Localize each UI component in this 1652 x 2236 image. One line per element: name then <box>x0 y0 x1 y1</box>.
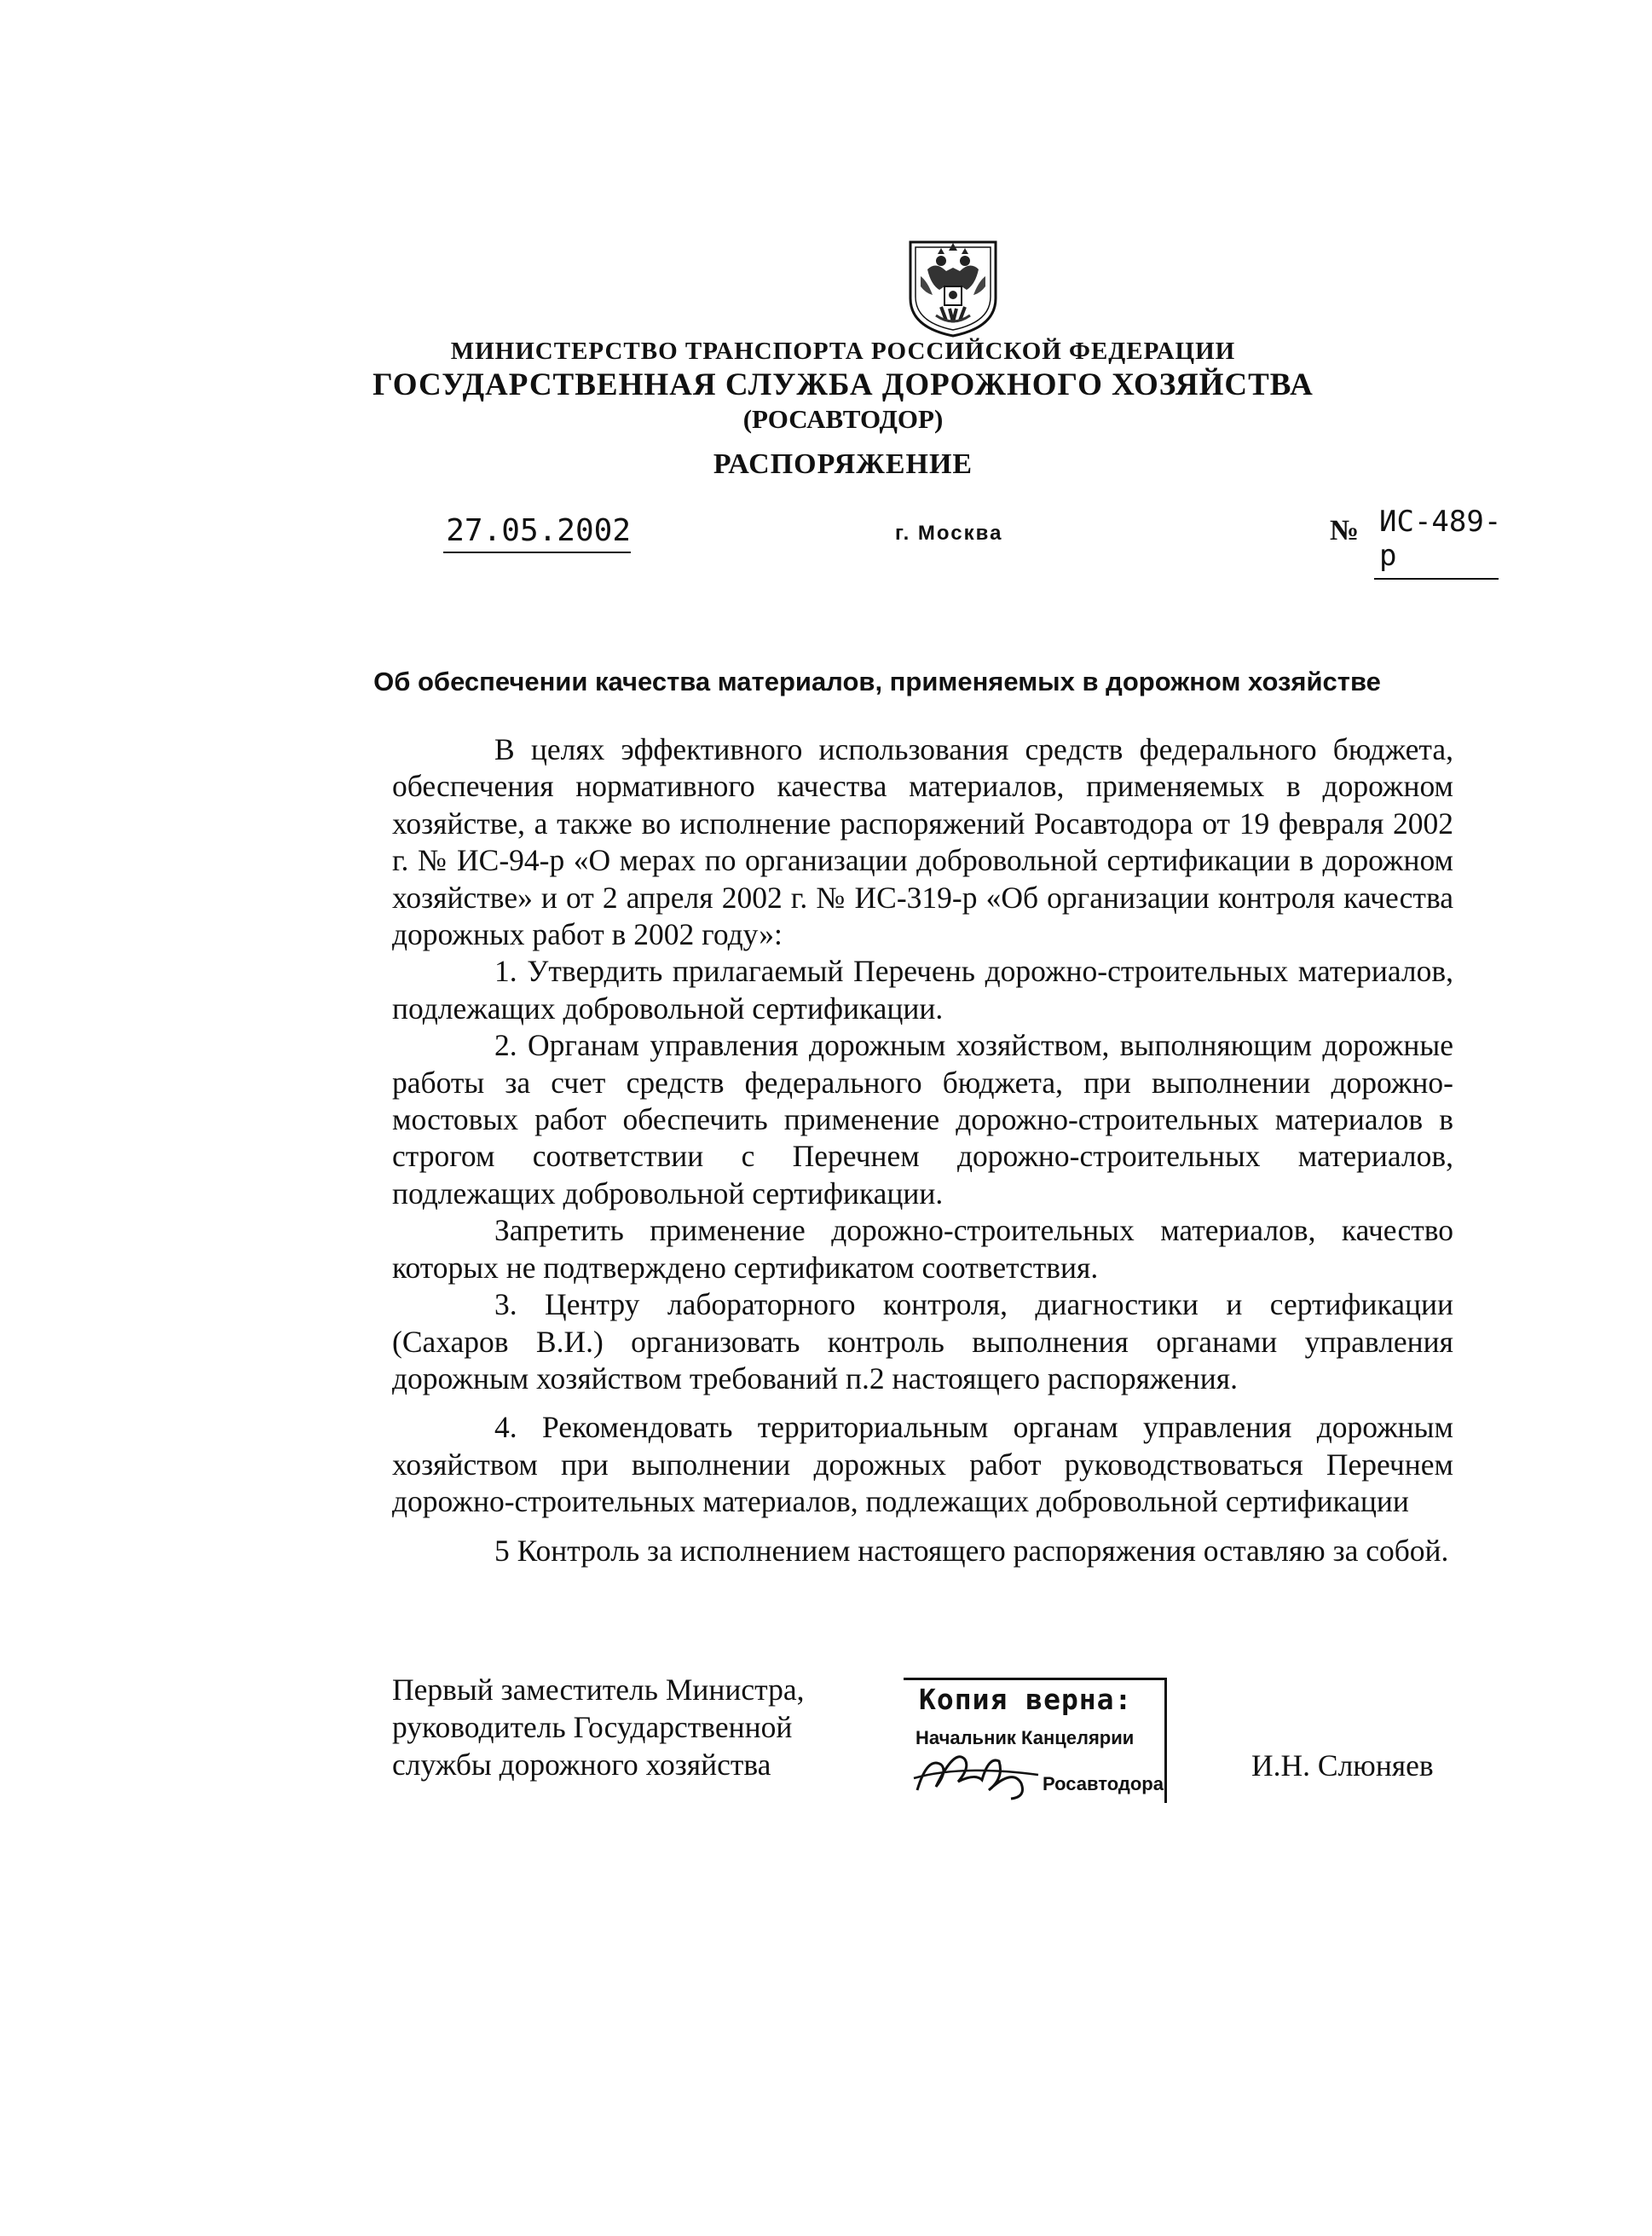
paragraph-item-1: 1. Утвердить прилагаемый Перечень дорожно-строительных материалов, подлежащих добровольной сертификации. <box>392 954 1453 1026</box>
signer-name: И.Н. Слюняев <box>1251 1748 1434 1782</box>
stamp-agency: Росавтодора <box>1043 1773 1164 1794</box>
signer-position-line: руководитель Государственной <box>392 1710 793 1744</box>
paragraph-preamble: В целях эффективного использования средств федерального бюджета, обеспечения нормативного качества материалов, применяемых в дорожном хозяйстве, а также во исполнение распоряжений Росавтодора от 19 февраля 2002 г. № ИС-94-р «О мерах по организации добровольной сертификации в дорожном хозяйстве» и от 2 апреля 2002 г. № ИС-319-р «Об организации контроля качества дорожных работ в 2002 году»: <box>392 732 1453 952</box>
document-subject: Об обеспечении качества материалов, применяемых в дорожном хозяйстве <box>373 667 1381 696</box>
paragraph-item-5: 5 Контроль за исполнением настоящего распоряжения оставляю за собой. <box>494 1533 1449 1568</box>
document-body <box>392 731 1453 1569</box>
document-number <box>1330 505 1502 573</box>
coat-of-arms-emblem <box>902 239 1004 339</box>
copy-certified-stamp <box>893 1678 1166 1806</box>
stamp-office: Начальник Канцелярии <box>916 1727 1135 1748</box>
paragraph-item-2: 2. Органам управления дорожным хозяйством, выполняющим дорожные работы за счет средств федерального бюджета, при выполнении дорожно-мостовых работ обеспечить применение дорожно-строительных материалов в строгом соответствии с Перечнем дорожно-строительных материалов, подлежащих добровольной сертификации. <box>392 1028 1453 1210</box>
paragraph-item-4: 4. Рекомендовать территориальным органам управления дорожным хозяйством при выполнении дорожных работ руководствоваться Перечнем дорожно-строительных материалов, подлежащих добровольной сертификации <box>392 1410 1453 1519</box>
document-type: РАСПОРЯЖЕНИЕ <box>713 448 973 480</box>
number-sign: № <box>1330 515 1360 546</box>
handwritten-signature <box>910 1730 1055 1804</box>
document-date: 27.05.2002 <box>443 513 631 553</box>
signer-position <box>392 1671 869 1783</box>
number-value: ИС-489-р <box>1374 505 1499 580</box>
signer-position-line: службы дорожного хозяйства <box>392 1748 771 1782</box>
signer-position-line: Первый заместитель Министра, <box>392 1673 805 1707</box>
document-city: г. Москва <box>895 522 1003 545</box>
ministry-title: МИНИСТЕРСТВО ТРАНСПОРТА РОССИЙСКОЙ ФЕДЕРАЦИИ <box>450 338 1236 365</box>
service-short-name: (РОСАВТОДОР) <box>742 404 944 434</box>
stamp-title: Копия верна: <box>919 1683 1133 1716</box>
service-title: ГОСУДАРСТВЕННАЯ СЛУЖБА ДОРОЖНОГО ХОЗЯЙСТВА <box>373 367 1314 402</box>
paragraph-item-2-prohibition: Запретить применение дорожно-строительных материалов, качество которых не подтверждено сертификатом соответствия. <box>392 1213 1453 1285</box>
paragraph-item-3: 3. Центру лабораторного контроля, диагностики и сертификации (Сахаров В.И.) организовать контроль выполнения органами управления дорожным хозяйством требований п.2 настоящего распоряжения. <box>392 1287 1453 1395</box>
